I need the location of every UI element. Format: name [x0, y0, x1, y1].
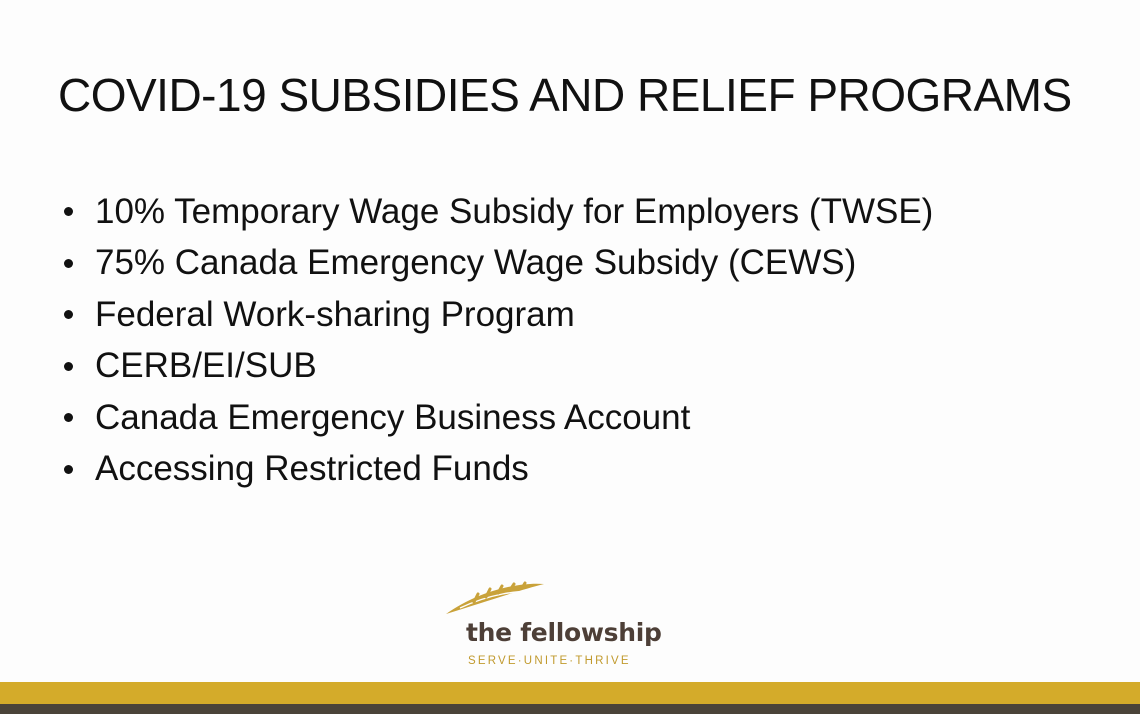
bullet-text: CERB/EI/SUB	[95, 346, 317, 386]
bullet-item	[58, 444, 933, 496]
bullet-item	[58, 392, 933, 444]
bullet-text: 75% Canada Emergency Wage Subsidy (CEWS)	[95, 243, 857, 283]
bullet-text: Accessing Restricted Funds	[95, 449, 529, 489]
bullet-dot-icon	[64, 207, 73, 216]
fellowship-logo	[440, 580, 660, 672]
logo-name: the fellowship	[466, 618, 662, 647]
logo-tagline: SERVE·UNITE·THRIVE	[468, 655, 631, 667]
bullet-dot-icon	[64, 413, 73, 422]
bullet-text: Canada Emergency Business Account	[95, 397, 691, 437]
bullet-dot-icon	[64, 310, 73, 319]
bullet-item	[58, 238, 933, 290]
bullet-dot-icon	[64, 259, 73, 268]
bullet-item	[58, 186, 933, 238]
bullet-item	[58, 289, 933, 341]
bullet-text: 10% Temporary Wage Subsidy for Employers (TWSE)	[95, 191, 934, 231]
wheat-feather-icon	[440, 580, 660, 620]
bullet-list	[58, 186, 933, 495]
slide-title: COVID-19 SUBSIDIES AND RELIEF PROGRAMS	[58, 69, 1072, 121]
footer-dark-band	[0, 704, 1140, 714]
bullet-item	[58, 341, 933, 393]
bullet-dot-icon	[64, 362, 73, 371]
bullet-dot-icon	[64, 465, 73, 474]
footer-gold-band	[0, 682, 1140, 704]
bullet-text: Federal Work-sharing Program	[95, 294, 575, 334]
